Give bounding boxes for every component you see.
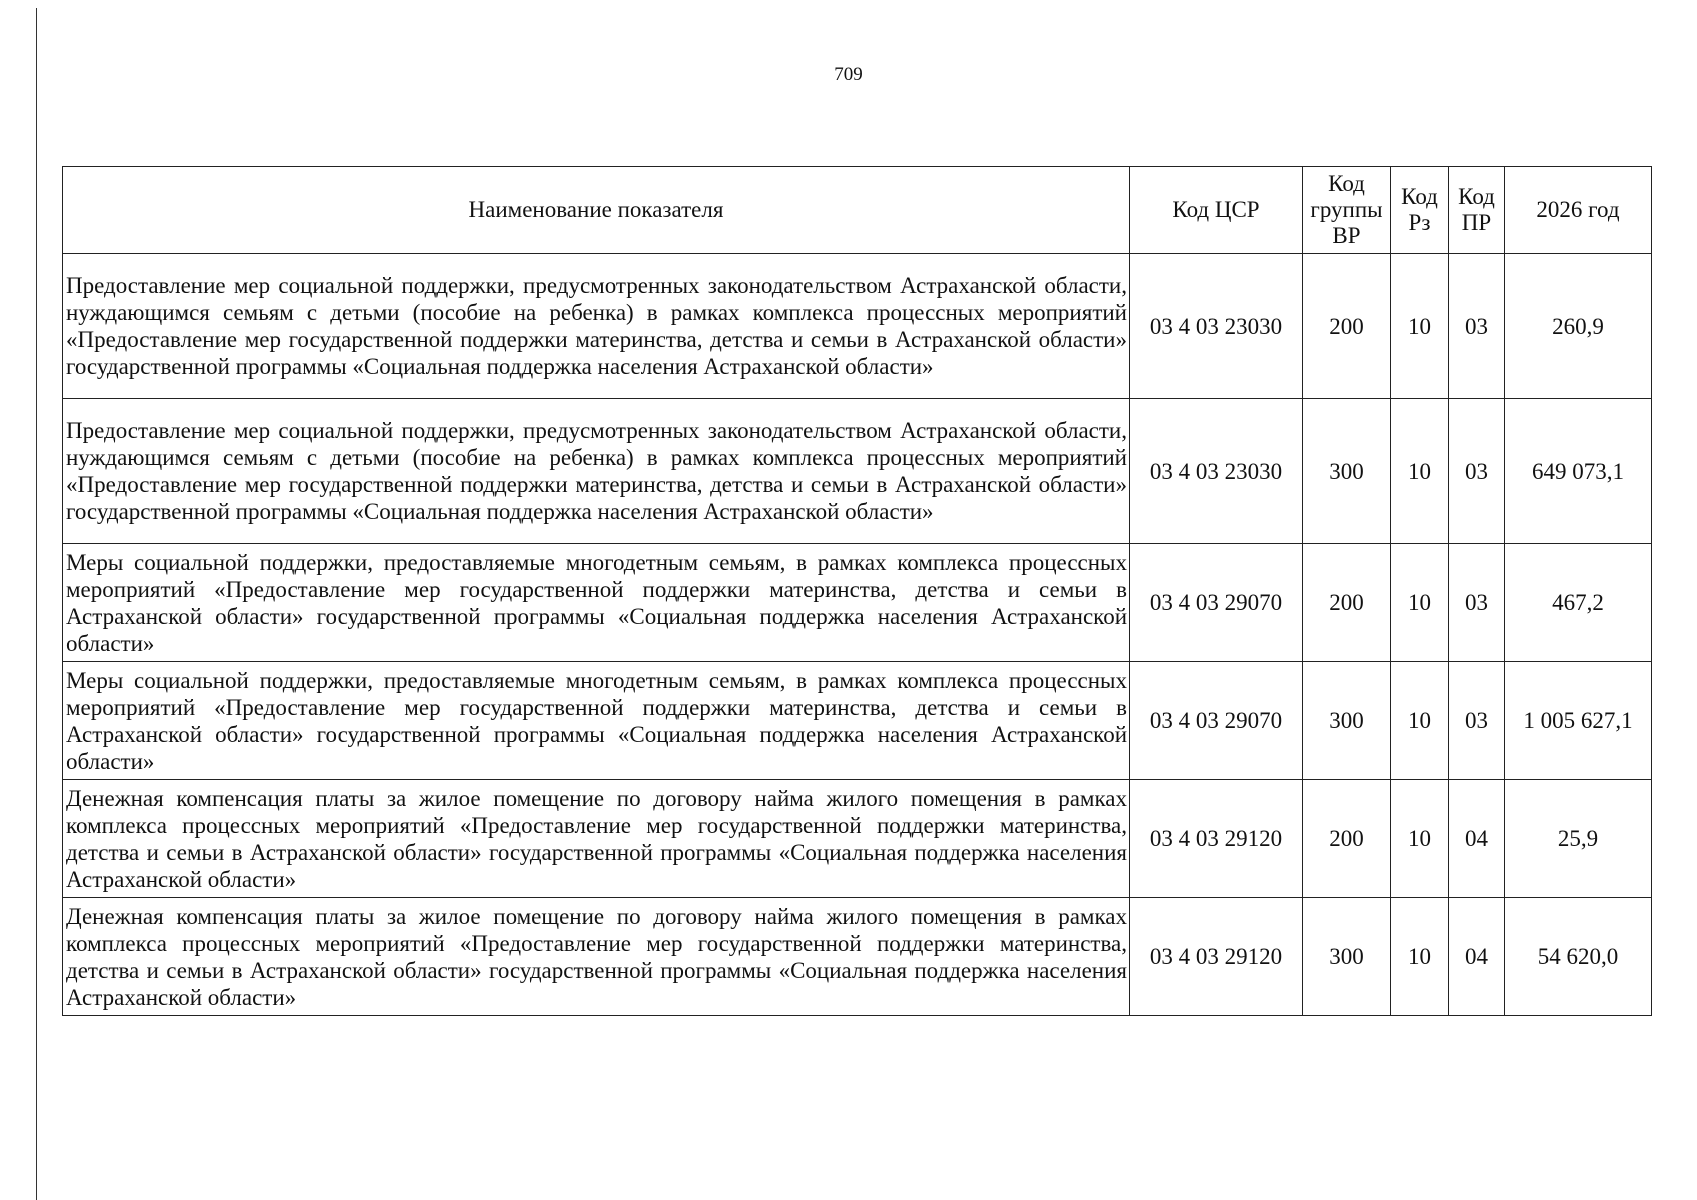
row-name: Денежная компенсация платы за жилое помещение по договору найма жилого помещения в рамках комплекса процессных мероприятий «Предоставление мер государственной поддержки материнства, детства и семьи в Астраханской области» государственной программы «Социальная поддержка населения Астраханской области»: [63, 898, 1130, 1016]
row-vr: 300: [1303, 898, 1391, 1016]
row-rz: 10: [1391, 254, 1449, 399]
budget-table: [62, 166, 1652, 1016]
row-rz: 10: [1391, 544, 1449, 662]
row-vr: 200: [1303, 544, 1391, 662]
row-name: Предоставление мер социальной поддержки, предусмотренных законодательством Астраханской области, нуждающимся семьям с детьми (пособие на ребенка) в рамках комплекса процессных мероприятий «Предоставление мер государственной поддержки материнства, детства и семьи в Астраханской области» государственной программы «Социальная поддержка населения Астраханской области»: [63, 399, 1130, 544]
header-csr: Код ЦСР: [1130, 167, 1303, 254]
table-row: [63, 399, 1652, 544]
table-row: [63, 898, 1652, 1016]
row-amount: 467,2: [1505, 544, 1652, 662]
row-csr: 03 4 03 23030: [1130, 254, 1303, 399]
row-pr: 03: [1449, 254, 1505, 399]
header-rz: Код Рз: [1391, 167, 1449, 254]
row-rz: 10: [1391, 662, 1449, 780]
table-header-row: [63, 167, 1652, 254]
row-pr: 04: [1449, 898, 1505, 1016]
row-csr: 03 4 03 29070: [1130, 544, 1303, 662]
row-pr: 04: [1449, 780, 1505, 898]
row-csr: 03 4 03 29070: [1130, 662, 1303, 780]
header-name: Наименование показателя: [63, 167, 1130, 254]
table-row: [63, 544, 1652, 662]
row-vr: 200: [1303, 780, 1391, 898]
row-rz: 10: [1391, 399, 1449, 544]
row-name: Меры социальной поддержки, предоставляемые многодетным семьям, в рамках комплекса процессных мероприятий «Предоставление мер государственной поддержки материнства, детства и семьи в Астраханской области» государственной программы «Социальная поддержка населения Астраханской области»: [63, 662, 1130, 780]
row-amount: 260,9: [1505, 254, 1652, 399]
row-vr: 300: [1303, 399, 1391, 544]
table-row: [63, 662, 1652, 780]
page-number: 709: [834, 64, 863, 85]
binding-margin-line: [36, 8, 37, 1200]
row-csr: 03 4 03 23030: [1130, 399, 1303, 544]
row-pr: 03: [1449, 399, 1505, 544]
row-pr: 03: [1449, 662, 1505, 780]
header-year: 2026 год: [1505, 167, 1652, 254]
row-rz: 10: [1391, 780, 1449, 898]
table-row: [63, 254, 1652, 399]
row-name: Предоставление мер социальной поддержки, предусмотренных законодательством Астраханской области, нуждающимся семьям с детьми (пособие на ребенка) в рамках комплекса процессных мероприятий «Предоставление мер государственной поддержки материнства, детства и семьи в Астраханской области» государственной программы «Социальная поддержка населения Астраханской области»: [63, 254, 1130, 399]
row-name: Денежная компенсация платы за жилое помещение по договору найма жилого помещения в рамках комплекса процессных мероприятий «Предоставление мер государственной поддержки материнства, детства и семьи в Астраханской области» государственной программы «Социальная поддержка населения Астраханской области»: [63, 780, 1130, 898]
row-rz: 10: [1391, 898, 1449, 1016]
row-amount: 25,9: [1505, 780, 1652, 898]
row-amount: 54 620,0: [1505, 898, 1652, 1016]
row-amount: 1 005 627,1: [1505, 662, 1652, 780]
row-vr: 200: [1303, 254, 1391, 399]
row-pr: 03: [1449, 544, 1505, 662]
row-vr: 300: [1303, 662, 1391, 780]
row-csr: 03 4 03 29120: [1130, 898, 1303, 1016]
row-name: Меры социальной поддержки, предоставляемые многодетным семьям, в рамках комплекса процессных мероприятий «Предоставление мер государственной поддержки материнства, детства и семьи в Астраханской области» государственной программы «Социальная поддержка населения Астраханской области»: [63, 544, 1130, 662]
header-vr: Код группы ВР: [1303, 167, 1391, 254]
header-pr: Код ПР: [1449, 167, 1505, 254]
row-amount: 649 073,1: [1505, 399, 1652, 544]
row-csr: 03 4 03 29120: [1130, 780, 1303, 898]
table-row: [63, 780, 1652, 898]
